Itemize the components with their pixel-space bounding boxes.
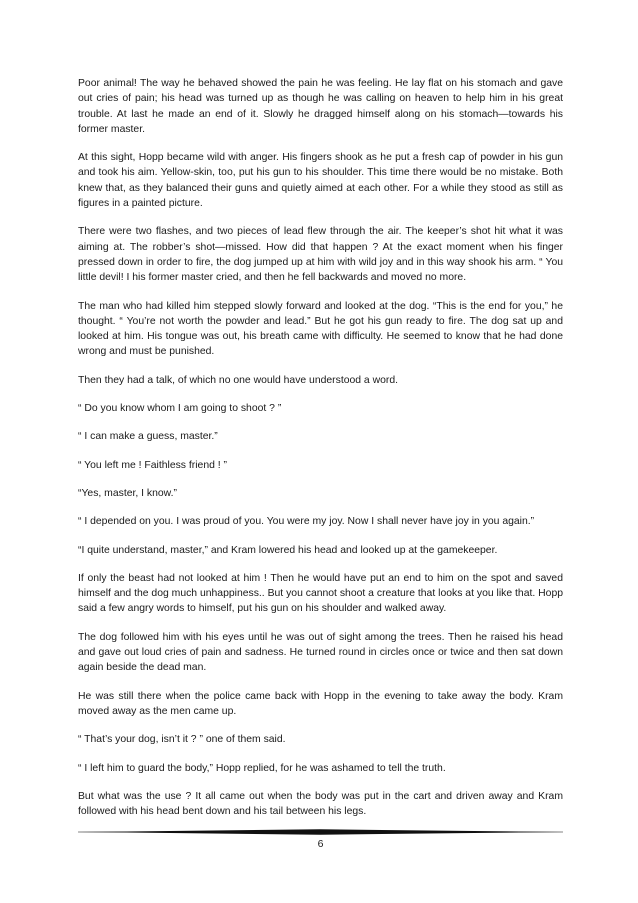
dialogue-line: “ I left him to guard the body,” Hopp replied, for he was ashamed to tell the truth. [78, 762, 446, 774]
paragraph: Then they had a talk, of which no one would have understood a word. [78, 374, 399, 386]
page-body [78, 76, 563, 832]
paragraph: He was still there when the police came back with Hopp in the evening to take away the body. Kram moved away as the men came up. [78, 690, 563, 717]
dialogue-line: “ I depended on you. I was proud of you. You were my joy. Now I shall never have joy in you again.” [78, 516, 535, 528]
dialogue-line: “ That’s your dog, isn’t it ? ” one of them said. [78, 734, 286, 746]
paragraph: The man who had killed him stepped slowly forward and looked at the dog. “This is the end for you,” he thought. “ You’re not worth the powder and lead.” But he got his gun ready to fire. The dog sat up and looked at him. His tongue was out, his breath came with difficulty. He seemed to know that he had done wrong and must be punished. [78, 300, 563, 358]
dialogue-line: “ I can make a guess, master.” [78, 431, 218, 443]
paragraph: But what was the use ? It all came out when the body was put in the cart and driven away and Kram followed with his head bent down and his tail between his legs. [78, 790, 563, 818]
page-number: 6 [317, 838, 324, 850]
dialogue-line: “ Do you know whom I am going to shoot ? ” [78, 403, 282, 415]
dialogue-line: “Yes, master, I know.” [78, 487, 177, 499]
dialogue-line: “I quite understand, master,” and Kram lowered his head and looked up at the gamekeeper. [78, 544, 498, 556]
paragraph: There were two flashes, and two pieces of lead flew through the air. The keeper’s shot hit what it was aiming at. The robber’s shot—missed. How did that happen ? At the exact moment when his finger pressed down in order to fire, the dog jumped up at him with wild joy and in this way shook his arm. “ You little devil! I his former master cried, and then he fell backwards and moved no more. [78, 226, 563, 284]
paragraph: Poor animal! The way he behaved showed the pain he was feeling. He lay flat on his stomach and gave out cries of pain; his head was turned up as though he was calling on heaven to help him in his great trouble. At last he made an end of it. Slowly he dragged himself along on his stomach—towards his former master. [78, 78, 563, 135]
footer-rule [78, 829, 563, 835]
dialogue-line: “ You left me ! Faithless friend ! ” [78, 459, 227, 471]
paragraph: If only the beast had not looked at him ! Then he would have put an end to him on the spot and saved himself and the dog much unhappiness.. But you cannot shoot a creature that looks at you like that. Hopp said a few angry words to himself, put his gun on his shoulder and walked away. [78, 572, 563, 615]
paragraph: At this sight, Hopp became wild with anger. His fingers shook as he put a fresh cap of powder in his gun and took his aim. Yellow-skin, too, put his gun to his shoulder. This time there would be no mistake. Both knew that, as they balanced their guns and quietly aimed at each other. For a while they stood as still as figures in a painted picture. [78, 152, 563, 210]
paragraph: The dog followed him with his eyes until he was out of sight among the trees. Then he raised his head and gave out loud cries of pain and sadness. He turned round in circles once or twice and then sat down again beside the dead man. [78, 631, 563, 674]
